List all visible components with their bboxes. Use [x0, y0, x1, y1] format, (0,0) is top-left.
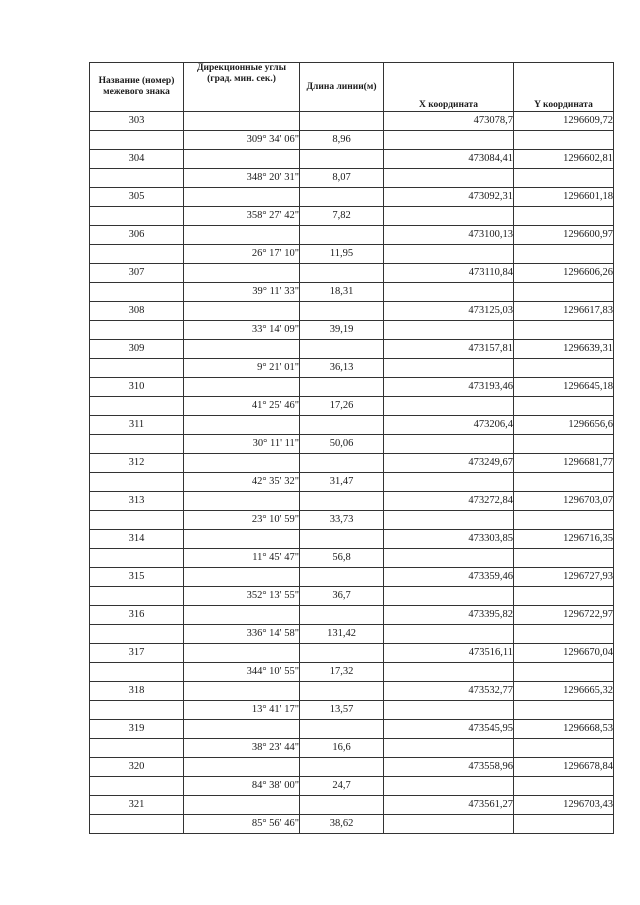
point-row [90, 492, 614, 511]
empty-cell [184, 606, 300, 625]
empty-cell [384, 587, 514, 606]
empty-cell [300, 416, 384, 435]
empty-cell [90, 587, 184, 606]
y-coordinate-cell: 1296703,07 [514, 492, 614, 511]
segment-row [90, 549, 614, 568]
line-length-cell: 38,62 [300, 815, 384, 834]
empty-cell [184, 150, 300, 169]
x-coordinate-cell: 473532,77 [384, 682, 514, 701]
segment-row [90, 169, 614, 188]
line-length-cell: 131,42 [300, 625, 384, 644]
empty-cell [184, 226, 300, 245]
x-coordinate-cell: 473157,81 [384, 340, 514, 359]
empty-cell [184, 796, 300, 815]
empty-cell [384, 777, 514, 796]
empty-cell [384, 207, 514, 226]
mark-name-cell: 315 [90, 568, 184, 587]
direction-angle-cell: 13° 41' 17" [184, 701, 300, 720]
y-coordinate-cell: 1296722,97 [514, 606, 614, 625]
x-coordinate-cell: 473193,46 [384, 378, 514, 397]
segment-row [90, 321, 614, 340]
empty-cell [514, 397, 614, 416]
empty-cell [184, 340, 300, 359]
empty-cell [90, 511, 184, 530]
x-coordinate-cell: 473516,11 [384, 644, 514, 663]
x-coordinate-cell: 473561,27 [384, 796, 514, 815]
empty-cell [184, 302, 300, 321]
empty-cell [384, 739, 514, 758]
empty-cell [514, 549, 614, 568]
x-coordinate-cell: 473558,96 [384, 758, 514, 777]
empty-cell [514, 321, 614, 340]
direction-angle-cell: 336° 14' 58" [184, 625, 300, 644]
empty-cell [184, 644, 300, 663]
y-coordinate-cell: 1296656,6 [514, 416, 614, 435]
empty-cell [384, 625, 514, 644]
empty-cell [384, 435, 514, 454]
y-coordinate-cell: 1296639,31 [514, 340, 614, 359]
empty-cell [300, 796, 384, 815]
empty-cell [300, 188, 384, 207]
header-mark-name: Название (номер) межевого знака [90, 63, 184, 112]
x-coordinate-cell: 473545,95 [384, 720, 514, 739]
x-coordinate-cell: 473272,84 [384, 492, 514, 511]
x-coordinate-cell: 473078,7 [384, 112, 514, 131]
empty-cell [184, 682, 300, 701]
y-coordinate-cell: 1296681,77 [514, 454, 614, 473]
point-row [90, 264, 614, 283]
segment-row [90, 207, 614, 226]
mark-name-cell: 313 [90, 492, 184, 511]
x-coordinate-cell: 473206,4 [384, 416, 514, 435]
line-length-cell: 36,13 [300, 359, 384, 378]
empty-cell [514, 625, 614, 644]
direction-angle-cell: 348° 20' 31" [184, 169, 300, 188]
mark-name-cell: 311 [90, 416, 184, 435]
line-length-cell: 13,57 [300, 701, 384, 720]
mark-name-cell: 320 [90, 758, 184, 777]
point-row [90, 720, 614, 739]
y-coordinate-cell: 1296665,32 [514, 682, 614, 701]
line-length-cell: 50,06 [300, 435, 384, 454]
empty-cell [90, 549, 184, 568]
point-row [90, 112, 614, 131]
mark-name-cell: 316 [90, 606, 184, 625]
point-row [90, 226, 614, 245]
empty-cell [300, 682, 384, 701]
line-length-cell: 17,26 [300, 397, 384, 416]
empty-cell [384, 283, 514, 302]
empty-cell [384, 131, 514, 150]
empty-cell [184, 378, 300, 397]
empty-cell [90, 207, 184, 226]
empty-cell [300, 644, 384, 663]
point-row [90, 454, 614, 473]
empty-cell [514, 435, 614, 454]
header-x-coordinate: X координата [384, 63, 514, 112]
line-length-cell: 16,6 [300, 739, 384, 758]
segment-row [90, 473, 614, 492]
mark-name-cell: 319 [90, 720, 184, 739]
empty-cell [300, 492, 384, 511]
empty-cell [384, 245, 514, 264]
y-coordinate-cell: 1296645,18 [514, 378, 614, 397]
empty-cell [384, 549, 514, 568]
segment-row [90, 625, 614, 644]
x-coordinate-cell: 473395,82 [384, 606, 514, 625]
y-coordinate-cell: 1296716,35 [514, 530, 614, 549]
line-length-cell: 8,07 [300, 169, 384, 188]
point-row [90, 796, 614, 815]
point-row [90, 416, 614, 435]
line-length-cell: 8,96 [300, 131, 384, 150]
direction-angle-cell: 26° 17' 10" [184, 245, 300, 264]
empty-cell [514, 511, 614, 530]
point-row [90, 682, 614, 701]
empty-cell [384, 397, 514, 416]
line-length-cell: 7,82 [300, 207, 384, 226]
segment-row [90, 131, 614, 150]
empty-cell [384, 815, 514, 834]
empty-cell [514, 131, 614, 150]
line-length-cell: 31,47 [300, 473, 384, 492]
x-coordinate-cell: 473110,84 [384, 264, 514, 283]
direction-angle-cell: 309° 34' 06" [184, 131, 300, 150]
mark-name-cell: 314 [90, 530, 184, 549]
x-coordinate-cell: 473100,13 [384, 226, 514, 245]
empty-cell [90, 625, 184, 644]
point-row [90, 150, 614, 169]
header-y-coordinate: Y координата [514, 63, 614, 112]
y-coordinate-cell: 1296678,84 [514, 758, 614, 777]
direction-angle-cell: 11° 45' 47" [184, 549, 300, 568]
empty-cell [90, 397, 184, 416]
direction-angle-cell: 41° 25' 46" [184, 397, 300, 416]
empty-cell [514, 359, 614, 378]
empty-cell [514, 473, 614, 492]
mark-name-cell: 318 [90, 682, 184, 701]
mark-name-cell: 312 [90, 454, 184, 473]
empty-cell [184, 454, 300, 473]
mark-name-cell: 306 [90, 226, 184, 245]
direction-angle-cell: 42° 35' 32" [184, 473, 300, 492]
header-direction-angle: Дирекционные углы (град. мин. сек.) [184, 63, 300, 112]
empty-cell [514, 663, 614, 682]
direction-angle-cell: 30° 11' 11" [184, 435, 300, 454]
empty-cell [514, 207, 614, 226]
empty-cell [184, 112, 300, 131]
line-length-cell: 17,32 [300, 663, 384, 682]
empty-cell [514, 283, 614, 302]
x-coordinate-cell: 473303,85 [384, 530, 514, 549]
line-length-cell: 18,31 [300, 283, 384, 302]
empty-cell [184, 720, 300, 739]
line-length-cell: 39,19 [300, 321, 384, 340]
segment-row [90, 283, 614, 302]
empty-cell [514, 245, 614, 264]
segment-row [90, 245, 614, 264]
point-row [90, 340, 614, 359]
segment-row [90, 815, 614, 834]
empty-cell [184, 758, 300, 777]
segment-row [90, 587, 614, 606]
empty-cell [90, 777, 184, 796]
segment-row [90, 435, 614, 454]
x-coordinate-cell: 473084,41 [384, 150, 514, 169]
mark-name-cell: 321 [90, 796, 184, 815]
x-coordinate-cell: 473249,67 [384, 454, 514, 473]
empty-cell [300, 720, 384, 739]
y-coordinate-cell: 1296727,93 [514, 568, 614, 587]
empty-cell [300, 606, 384, 625]
empty-cell [90, 815, 184, 834]
mark-name-cell: 317 [90, 644, 184, 663]
point-row [90, 302, 614, 321]
x-coordinate-cell: 473092,31 [384, 188, 514, 207]
mark-name-cell: 310 [90, 378, 184, 397]
empty-cell [300, 150, 384, 169]
empty-cell [90, 359, 184, 378]
empty-cell [514, 701, 614, 720]
empty-cell [514, 169, 614, 188]
y-coordinate-cell: 1296703,43 [514, 796, 614, 815]
direction-angle-cell: 33° 14' 09" [184, 321, 300, 340]
line-length-cell: 33,73 [300, 511, 384, 530]
mark-name-cell: 307 [90, 264, 184, 283]
empty-cell [184, 416, 300, 435]
segment-row [90, 777, 614, 796]
segment-row [90, 739, 614, 758]
empty-cell [300, 568, 384, 587]
x-coordinate-cell: 473359,46 [384, 568, 514, 587]
y-coordinate-cell: 1296600,97 [514, 226, 614, 245]
empty-cell [514, 587, 614, 606]
segment-row [90, 511, 614, 530]
y-coordinate-cell: 1296668,53 [514, 720, 614, 739]
empty-cell [90, 283, 184, 302]
empty-cell [184, 492, 300, 511]
boundary-marks-table [89, 62, 614, 834]
direction-angle-cell: 9° 21' 01" [184, 359, 300, 378]
empty-cell [384, 473, 514, 492]
direction-angle-cell: 85° 56' 46" [184, 815, 300, 834]
empty-cell [300, 302, 384, 321]
empty-cell [300, 378, 384, 397]
empty-cell [184, 188, 300, 207]
point-row [90, 188, 614, 207]
segment-row [90, 397, 614, 416]
point-row [90, 568, 614, 587]
empty-cell [90, 321, 184, 340]
table-body [90, 112, 614, 834]
empty-cell [90, 169, 184, 188]
empty-cell [184, 530, 300, 549]
point-row [90, 530, 614, 549]
direction-angle-cell: 39° 11' 33" [184, 283, 300, 302]
mark-name-cell: 309 [90, 340, 184, 359]
x-coordinate-cell: 473125,03 [384, 302, 514, 321]
empty-cell [90, 245, 184, 264]
mark-name-cell: 303 [90, 112, 184, 131]
empty-cell [184, 568, 300, 587]
direction-angle-cell: 84° 38' 00" [184, 777, 300, 796]
empty-cell [384, 169, 514, 188]
line-length-cell: 24,7 [300, 777, 384, 796]
empty-cell [90, 739, 184, 758]
y-coordinate-cell: 1296601,18 [514, 188, 614, 207]
empty-cell [90, 701, 184, 720]
mark-name-cell: 305 [90, 188, 184, 207]
direction-angle-cell: 358° 27' 42" [184, 207, 300, 226]
empty-cell [300, 340, 384, 359]
empty-cell [300, 530, 384, 549]
empty-cell [300, 454, 384, 473]
y-coordinate-cell: 1296609,72 [514, 112, 614, 131]
empty-cell [384, 511, 514, 530]
line-length-cell: 11,95 [300, 245, 384, 264]
segment-row [90, 359, 614, 378]
y-coordinate-cell: 1296617,83 [514, 302, 614, 321]
empty-cell [514, 777, 614, 796]
direction-angle-cell: 38° 23' 44" [184, 739, 300, 758]
empty-cell [300, 226, 384, 245]
direction-angle-cell: 352° 13' 55" [184, 587, 300, 606]
mark-name-cell: 304 [90, 150, 184, 169]
empty-cell [514, 739, 614, 758]
point-row [90, 378, 614, 397]
empty-cell [384, 321, 514, 340]
y-coordinate-cell: 1296606,26 [514, 264, 614, 283]
line-length-cell: 36,7 [300, 587, 384, 606]
empty-cell [90, 131, 184, 150]
y-coordinate-cell: 1296602,81 [514, 150, 614, 169]
header-line-length: Длина линии(м) [300, 63, 384, 112]
empty-cell [384, 663, 514, 682]
y-coordinate-cell: 1296670,04 [514, 644, 614, 663]
empty-cell [300, 112, 384, 131]
direction-angle-cell: 344° 10' 55" [184, 663, 300, 682]
segment-row [90, 701, 614, 720]
empty-cell [514, 815, 614, 834]
empty-cell [184, 264, 300, 283]
point-row [90, 758, 614, 777]
table-header-row [90, 63, 614, 112]
point-row [90, 606, 614, 625]
line-length-cell: 56,8 [300, 549, 384, 568]
empty-cell [90, 473, 184, 492]
point-row [90, 644, 614, 663]
empty-cell [90, 663, 184, 682]
segment-row [90, 663, 614, 682]
empty-cell [300, 758, 384, 777]
empty-cell [384, 359, 514, 378]
direction-angle-cell: 23° 10' 59" [184, 511, 300, 530]
empty-cell [300, 264, 384, 283]
mark-name-cell: 308 [90, 302, 184, 321]
empty-cell [90, 435, 184, 454]
empty-cell [384, 701, 514, 720]
